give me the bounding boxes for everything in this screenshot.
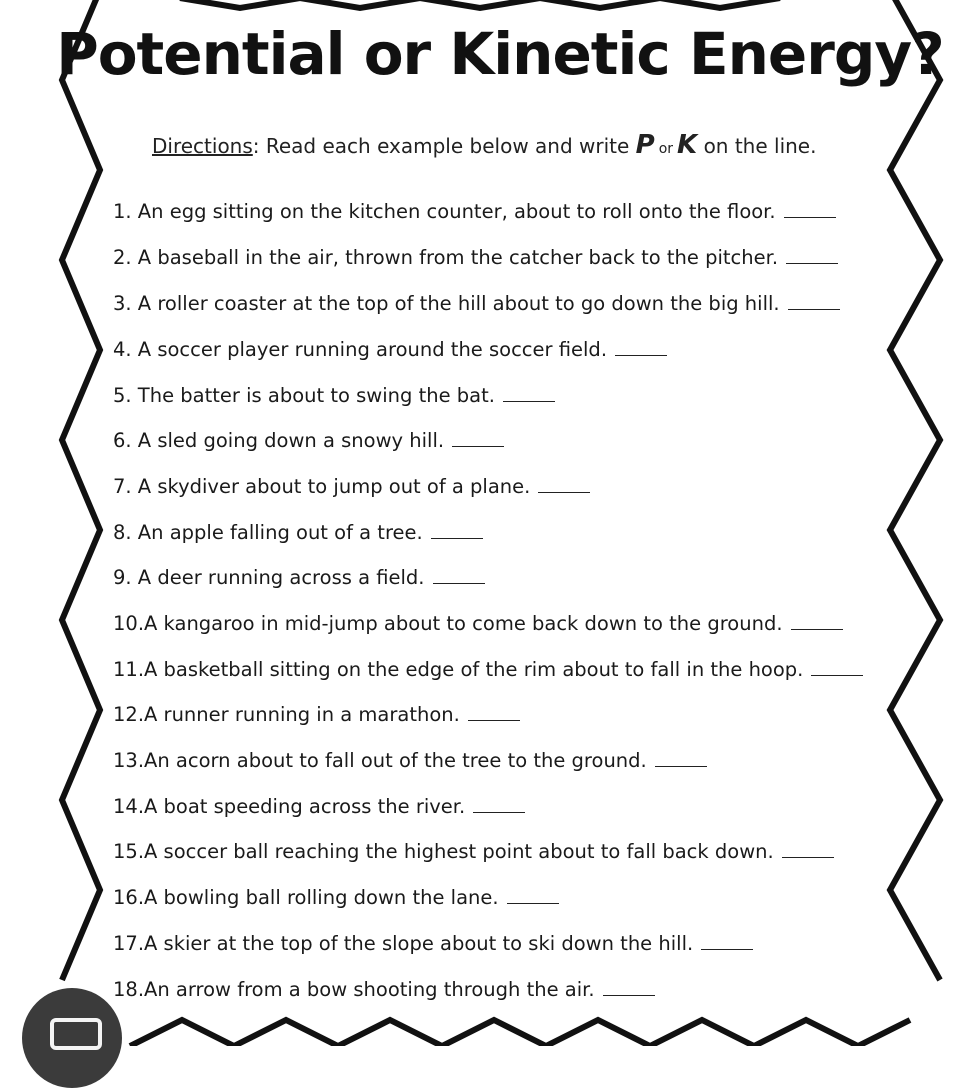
question-text: 1. An egg sitting on the kitchen counter, about to roll onto the floor. xyxy=(113,200,776,223)
answer-blank[interactable] xyxy=(615,354,667,356)
question-item xyxy=(113,429,504,452)
directions-end: on the line. xyxy=(703,134,817,158)
answer-blank[interactable] xyxy=(811,674,863,676)
question-text: 2. A baseball in the air, thrown from the catcher back to the pitcher. xyxy=(113,246,779,269)
question-item xyxy=(113,612,843,635)
answer-blank[interactable] xyxy=(503,400,555,402)
question-text: 14.A boat speeding across the river. xyxy=(113,795,466,818)
question-item xyxy=(113,292,840,315)
question-item xyxy=(113,566,485,589)
answer-blank[interactable] xyxy=(788,308,840,310)
question-item xyxy=(113,703,520,726)
question-text: 9. A deer running across a field. xyxy=(113,566,425,589)
question-item xyxy=(113,978,655,1001)
question-item xyxy=(113,338,667,361)
answer-blank[interactable] xyxy=(468,719,520,721)
question-item xyxy=(113,475,590,498)
directions-label: Directions xyxy=(152,134,253,158)
question-text: 3. A roller coaster at the top of the hill about to go down the big hill. xyxy=(113,292,780,315)
question-item xyxy=(113,521,483,544)
question-item xyxy=(113,932,753,955)
question-item xyxy=(113,795,525,818)
worksheet-title: Potential or Kinetic Energy? xyxy=(56,20,944,88)
question-text: 16.A bowling ball rolling down the lane. xyxy=(113,886,499,909)
question-text: 12.A runner running in a marathon. xyxy=(113,703,460,726)
answer-blank[interactable] xyxy=(786,262,838,264)
answer-blank[interactable] xyxy=(433,582,485,584)
letter-k: K xyxy=(677,130,698,160)
question-text: 18.An arrow from a bow shooting through the air. xyxy=(113,978,595,1001)
answer-blank[interactable] xyxy=(791,628,843,630)
answer-blank[interactable] xyxy=(701,948,753,950)
question-item xyxy=(113,658,863,681)
question-text: 4. A soccer player running around the soccer field. xyxy=(113,338,608,361)
question-item xyxy=(113,384,555,407)
or-word: or xyxy=(658,141,674,157)
answer-blank[interactable] xyxy=(603,994,655,996)
directions-text: : Read each example below and write xyxy=(252,134,630,158)
question-text: 11.A basketball sitting on the edge of the rim about to fall in the hoop. xyxy=(113,658,804,681)
answer-blank[interactable] xyxy=(507,902,559,904)
question-text: 17.A skier at the top of the slope about to ski down the hill. xyxy=(113,932,694,955)
question-item xyxy=(113,886,559,909)
answer-blank[interactable] xyxy=(473,811,525,813)
letter-p: P xyxy=(635,130,655,160)
answer-blank[interactable] xyxy=(452,445,504,447)
answer-blank[interactable] xyxy=(431,537,483,539)
question-text: 7. A skydiver about to jump out of a plane. xyxy=(113,475,531,498)
question-text: 15.A soccer ball reaching the highest point about to fall back down. xyxy=(113,840,774,863)
camera-glyph xyxy=(50,1018,102,1050)
question-item xyxy=(113,840,834,863)
camera-icon[interactable] xyxy=(22,988,122,1088)
question-item xyxy=(113,749,707,772)
question-text: 6. A sled going down a snowy hill. xyxy=(113,429,445,452)
question-text: 8. An apple falling out of a tree. xyxy=(113,521,423,544)
answer-blank[interactable] xyxy=(782,856,834,858)
answer-blank[interactable] xyxy=(655,765,707,767)
answer-blank[interactable] xyxy=(784,216,836,218)
directions xyxy=(152,130,816,160)
question-text: 13.An acorn about to fall out of the tree to the ground. xyxy=(113,749,647,772)
question-text: 5. The batter is about to swing the bat. xyxy=(113,384,495,407)
question-item xyxy=(113,200,836,223)
question-text: 10.A kangaroo in mid-jump about to come back down to the ground. xyxy=(113,612,783,635)
answer-blank[interactable] xyxy=(538,491,590,493)
question-item xyxy=(113,246,838,269)
